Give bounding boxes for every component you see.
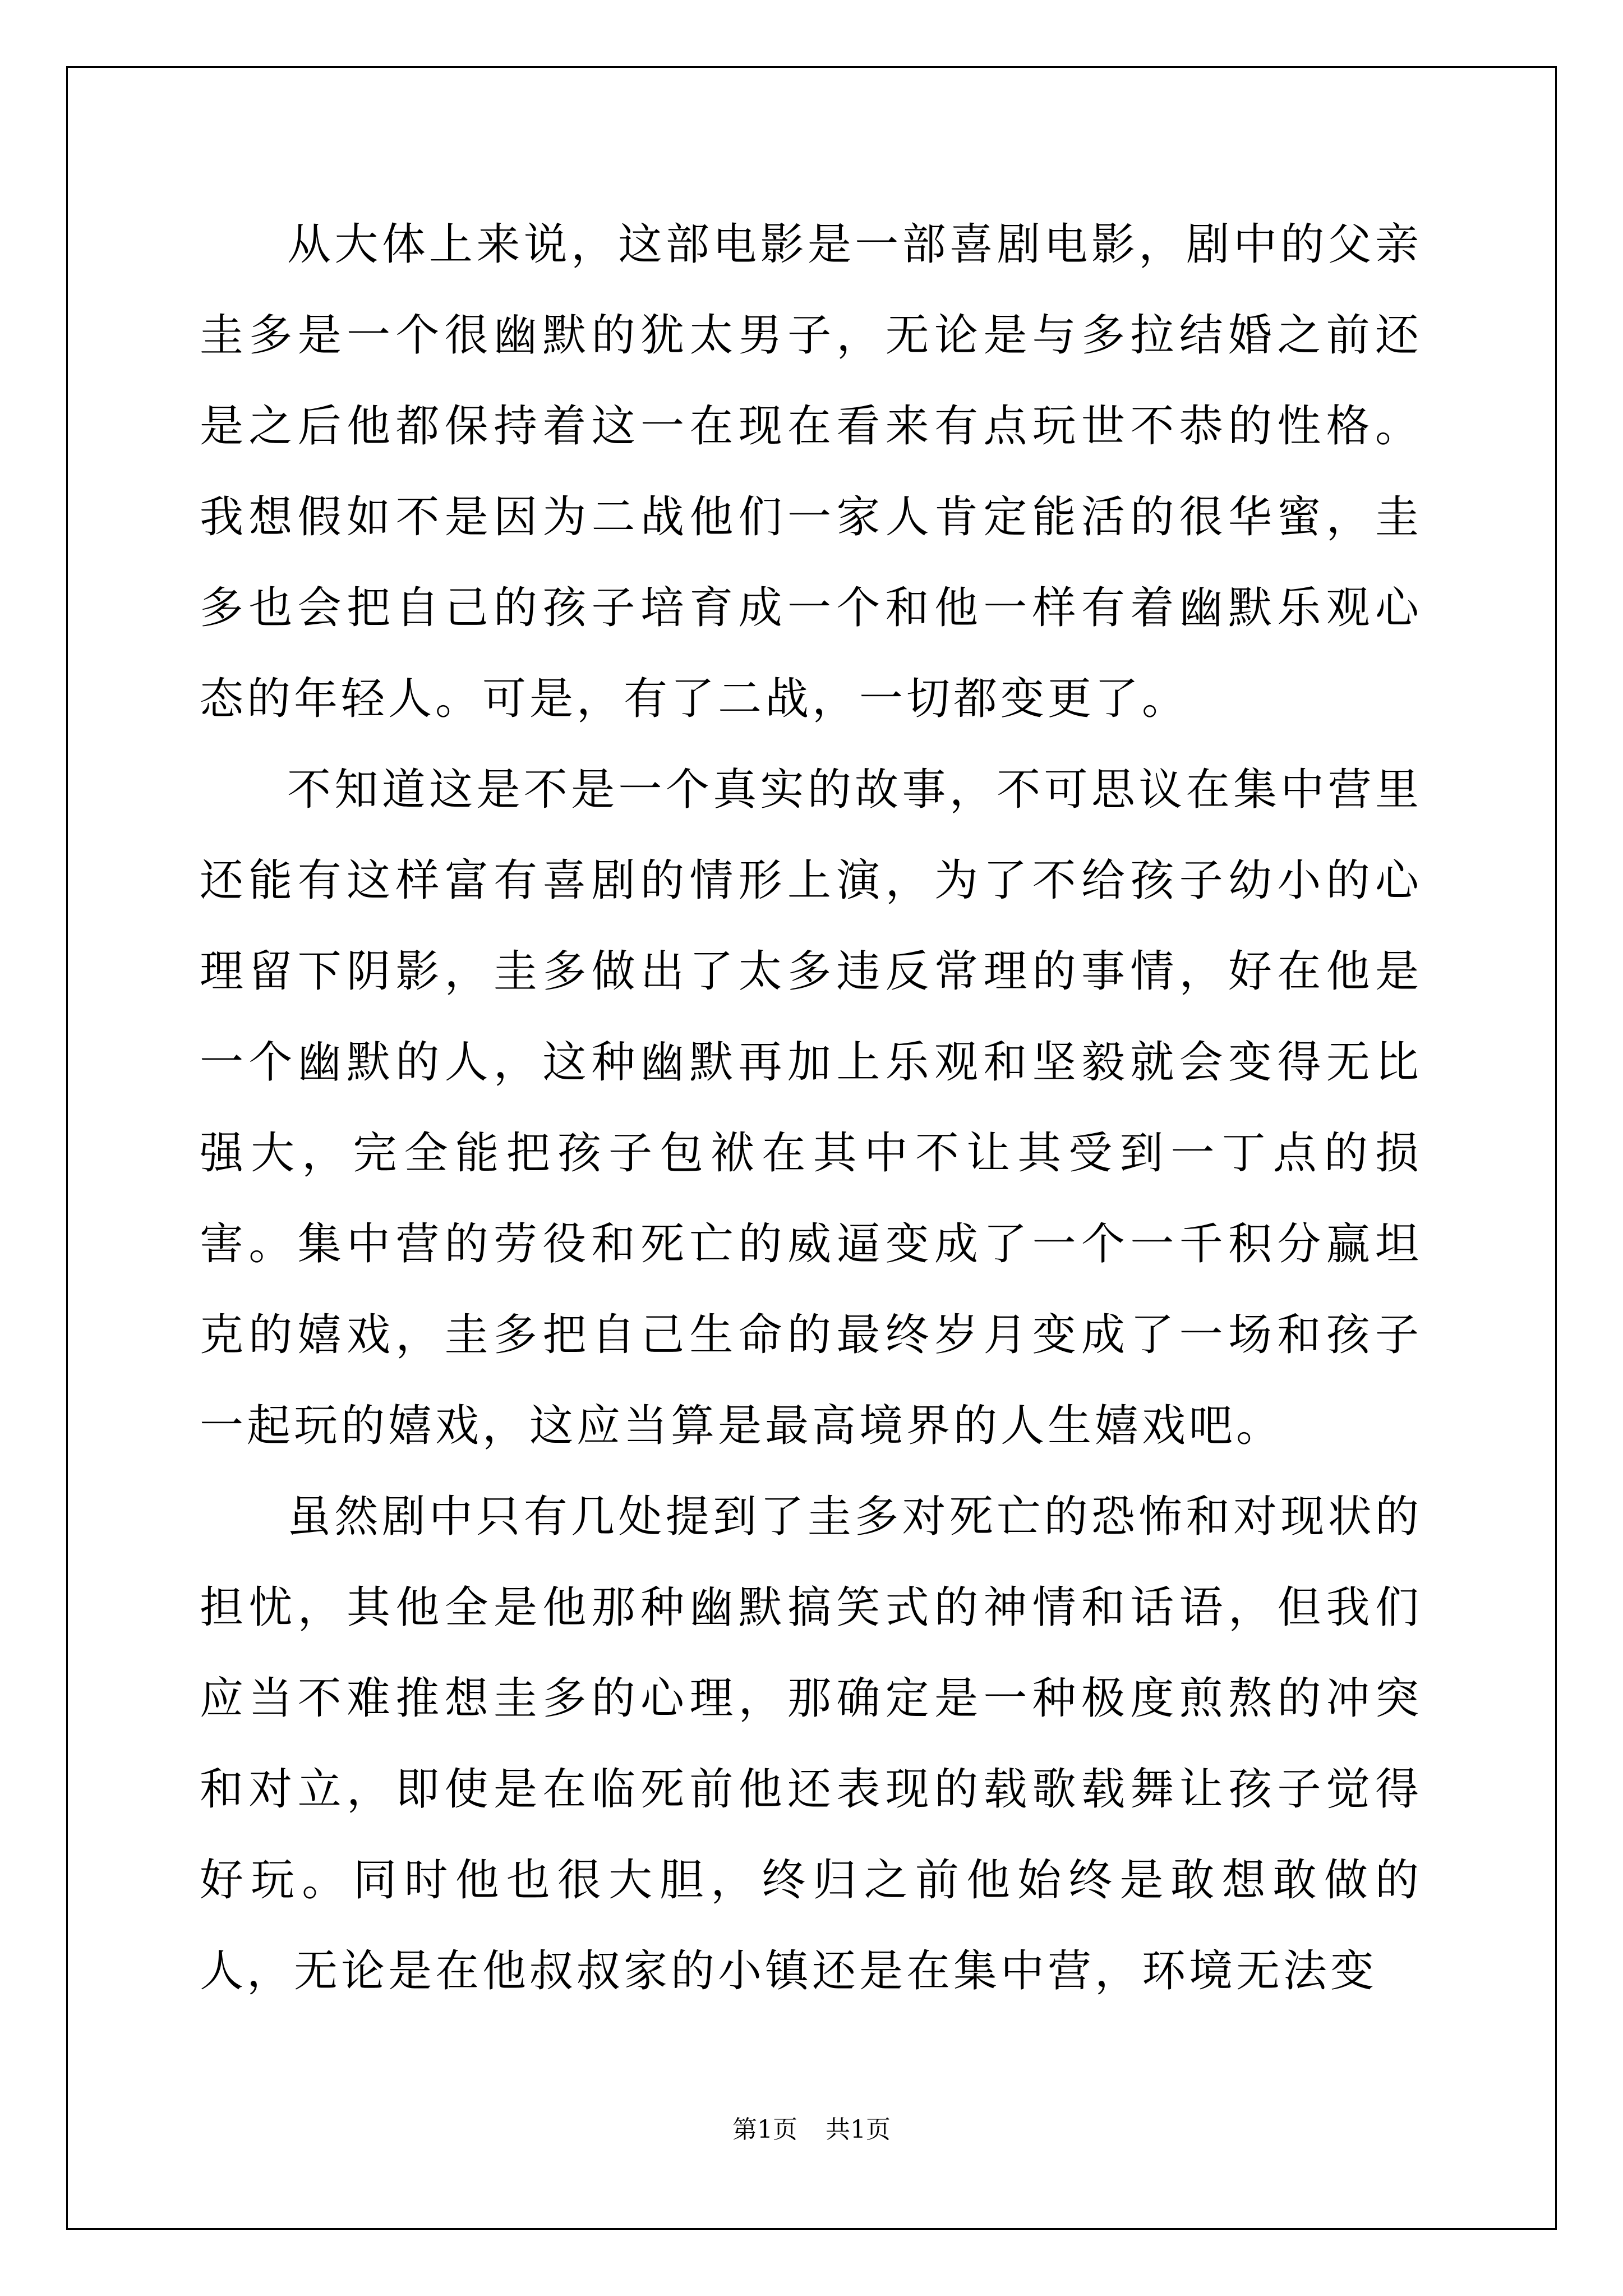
page-number: 第1页 (732, 2115, 797, 2144)
paragraph-3: 虽然剧中只有几处提到了圭多对死亡的恐怖和对现状的担忧，其他全是他那种幽默搞笑式的神情和话语，但我们应当不难推想圭多的心理，那确定是一种极度煎熬的冲突和对立，即使是在临死前他还表现的载歌载舞让孩子觉得好玩。同时他也很大胆，终归之前他始终是敢想敢做的人，无论是在他叔叔家的小镇还是在集中营，环境无法变 (200, 1492, 1422, 1996)
page-footer (0, 2109, 1623, 2145)
document-body (200, 199, 1422, 2017)
page-total: 共1页 (826, 2115, 891, 2144)
paragraph-2: 不知道这是不是一个真实的故事，不可思议在集中营里还能有这样富有喜剧的情形上演，为了不给孩子幼小的心理留下阴影，圭多做出了太多违反常理的事情，好在他是一个幽默的人，这种幽默再加上乐观和坚毅就会变得无比强大，完全能把孩子包袱在其中不让其受到一丁点的损害。集中营的劳役和死亡的威逼变成了一个一千积分赢坦克的嬉戏，圭多把自己生命的最终岁月变成了一场和孩子一起玩的嬉戏，这应当算是最高境界的人生嬉戏吧。 (200, 765, 1422, 1451)
paragraph-1: 从大体上来说，这部电影是一部喜剧电影，剧中的父亲圭多是一个很幽默的犹太男子，无论是与多拉结婚之前还是之后他都保持着这一在现在看来有点玩世不恭的性格。我想假如不是因为二战他们一家人肯定能活的很华蜜，圭多也会把自己的孩子培育成一个和他一样有着幽默乐观心态的年轻人。可是，有了二战，一切都变更了。 (200, 219, 1422, 724)
